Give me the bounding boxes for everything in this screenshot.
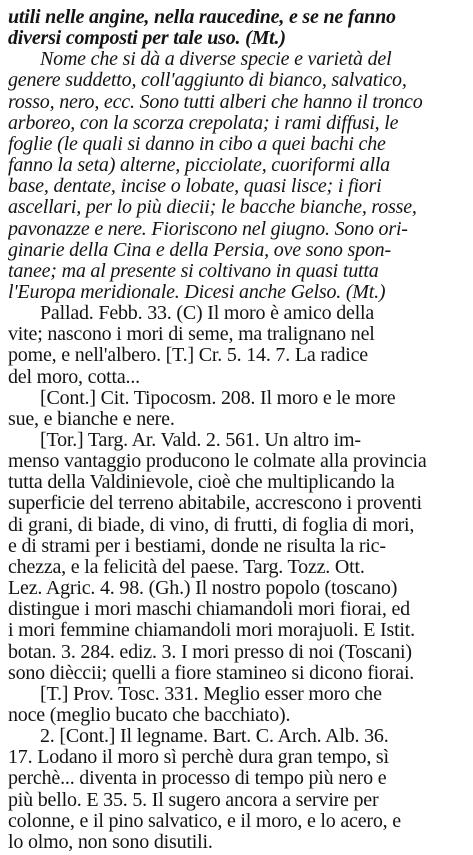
text-line: chezza, e la felicità del paese. Targ. Tozz. Ott.: [8, 555, 365, 578]
text-line: più bello. E 35. 5. Il sugero ancora a servire per: [8, 788, 379, 811]
text-line: botan. 3. 284. ediz. 3. I mori presso di noi (Toscani): [8, 640, 412, 663]
text-line: sue, e bianche e nere.: [8, 407, 175, 430]
text-line: utili nelle angine, nella raucedine, e se ne fanno: [8, 6, 396, 28]
text-line: del moro, cotta...: [8, 365, 140, 388]
text-line: arboreo, con la scorza crepolata; i rami diffusi, le: [8, 111, 399, 134]
text-line: foglie (le quali si danno in cibo a quei bachi che: [8, 132, 386, 155]
text-line: noce (meglio bucato che bacchiato).: [8, 703, 291, 726]
text-line: diversi composti per tale uso. (Mt.): [8, 27, 286, 50]
text-line: 17. Lodano il moro sì perchè dura gran tempo, sì: [8, 746, 389, 769]
text-line: ginarie della Cina e della Persia, ove sono spon-: [8, 238, 391, 261]
text-line: [Cont.] Cit. Tipocosm. 208. Il moro e le more: [40, 386, 396, 409]
text-line: Nome che si dà a diverse specie e varietà del: [40, 48, 392, 71]
text-line: base, dentate, incise o lobate, quasi lisce; i fiori: [8, 175, 382, 198]
text-line: menso vantaggio producono le colmate alla provincia: [8, 450, 427, 473]
text-line: 2. [Cont.] Il legname. Bart. C. Arch. Alb. 36.: [40, 725, 389, 748]
text-line: genere suddetto, coll'aggiunto di bianco, salvatico,: [8, 69, 407, 92]
text-line: ascellari, per lo più diecii; le bacche bianche, rosse,: [8, 196, 417, 219]
text-line: superficie del terreno abitabile, accrescono i proventi: [8, 492, 422, 515]
text-line: pome, e nell'albero. [T.] Cr. 5. 14. 7. La radice: [8, 344, 368, 367]
text-line: l'Europa meridionale. Dicesi anche Gelso. (Mt.): [8, 280, 386, 303]
text-line: [T.] Prov. Tosc. 331. Meglio esser moro che: [40, 682, 382, 705]
text-line: di grani, di biade, di vino, di frutti, di foglia di mori,: [8, 513, 415, 536]
text-line: [Tor.] Targ. Ar. Vald. 2. 561. Un altro im-: [40, 429, 361, 451]
text-line: pavonazze e nere. Fioriscono nel giugno. Sono ori-: [8, 217, 408, 240]
text-line: lo olmo, non sono disutili.: [8, 830, 213, 853]
text-line: vite; nascono i mori di seme, ma tralignano nel: [8, 323, 375, 346]
text-line: Lez. Agric. 4. 98. (Gh.) Il nostro popolo (toscano): [8, 577, 398, 600]
text-line: colonne, e il pino salvatico, e il moro, e lo acero, e: [8, 809, 401, 832]
text-line: distingue i mori maschi chiamandoli mori fiorai, ed: [8, 598, 410, 621]
text-line: e di strami per i bestiami, donde ne risulta la ric-: [8, 534, 386, 557]
text-line: rosso, nero, ecc. Sono tutti alberi che hanno il tronco: [8, 90, 423, 113]
text-line: i mori femmine chiamandoli mori morajuoli. E Istit.: [8, 619, 415, 642]
text-line: fanno la seta) alterne, picciolate, cuoriformi alla: [8, 154, 390, 177]
text-line: sono dièccii; quelli a fiore stamineo si dicono fiorai.: [8, 661, 415, 684]
text-line: tutta della Valdinievole, cioè che multiplicando la: [8, 471, 395, 494]
text-line: Pallad. Febb. 33. (C) Il moro è amico della: [40, 302, 375, 325]
text-line: tanee; ma al presente si coltivano in quasi tutta: [8, 259, 379, 282]
text-line: perchè... diventa in processo di tempo più nero e: [8, 767, 387, 790]
